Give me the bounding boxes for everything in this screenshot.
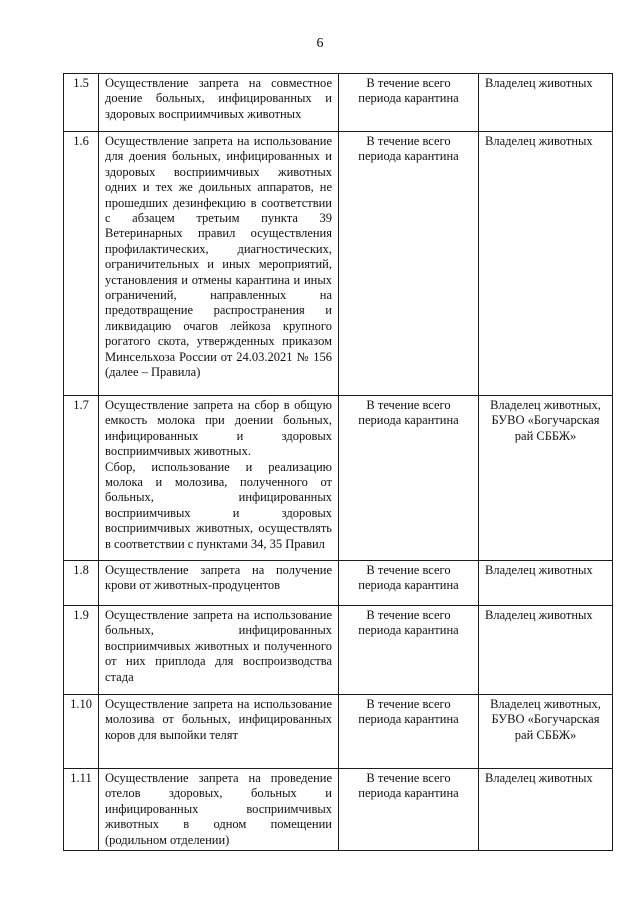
measure-responsible: Владелец животных, БУВО «Богучарская рай СББЖ» — [479, 695, 613, 769]
measure-term: В течение всего периода карантина — [339, 396, 479, 561]
measure-description-part: Осуществление запрета на сбор в общую емкость молока при доении больных, инфицированных и здоровых восприимчивых животных. — [105, 398, 332, 459]
measure-description: Осуществление запрета на использование молозива от больных, инфицированных коров для выпойки телят — [99, 695, 339, 769]
measure-description: Осуществление запрета на использование больных, инфицированных восприимчивых животных и полученного от них приплода для воспроизводства стада — [99, 606, 339, 695]
measure-term: В течение всего периода карантина — [339, 561, 479, 606]
page-number: 6 — [316, 36, 324, 51]
row-number: 1.6 — [64, 132, 99, 396]
measure-term: В течение всего периода карантина — [339, 74, 479, 132]
measure-responsible: Владелец животных, БУВО «Богучарская рай СББЖ» — [479, 396, 613, 561]
measure-term: В течение всего периода карантина — [339, 769, 479, 851]
row-number: 1.7 — [64, 396, 99, 561]
measure-description: Осуществление запрета на получение крови от животных-продуцентов — [99, 561, 339, 606]
table-row — [64, 132, 613, 396]
measure-responsible: Владелец животных — [479, 132, 613, 396]
measure-responsible: Владелец животных — [479, 769, 613, 851]
measures-table — [63, 73, 613, 851]
row-number: 1.9 — [64, 606, 99, 695]
table-row — [64, 769, 613, 851]
measure-description: Осуществление запрета на проведение отелов здоровых, больных и инфицированных восприимчивых животных в одном помещении (родильном отделении) — [99, 769, 339, 851]
measure-responsible: Владелец животных — [479, 561, 613, 606]
table-row — [64, 74, 613, 132]
row-number: 1.5 — [64, 74, 99, 132]
measure-description: Осуществление запрета на совместное доение больных, инфицированных и здоровых восприимчивых животных — [99, 74, 339, 132]
measure-responsible: Владелец животных — [479, 606, 613, 695]
table-row — [64, 396, 613, 561]
measure-description: Осуществление запрета на использование для доения больных, инфицированных и здоровых восприимчивых животных одних и тех же доильных аппаратов, не прошедших дезинфекцию в соответствии с абзацем третьим пункта 39 Ветеринарных правил осуществления профилактических, диагностических, ограничительных и иных мероприятий, установления и отмены карантина и иных ограничений, направленных на предотвращение распространения и ликвидацию очагов лейкоза крупного рогатого скота, утвержденных приказом Минсельхоза России от 24.03.2021 № 156 (далее – Правила) — [99, 132, 339, 396]
table-row — [64, 561, 613, 606]
table-row — [64, 695, 613, 769]
measure-term: В течение всего периода карантина — [339, 606, 479, 695]
measure-description-part: Сбор, использование и реализацию молока и молозива, полученного от больных, инфицированных восприимчивых и здоровых восприимчивых животных, осуществлять в соответствии с пунктами 34, 35 Правил — [105, 459, 332, 551]
measure-term: В течение всего периода карантина — [339, 695, 479, 769]
measure-responsible: Владелец животных — [479, 74, 613, 132]
row-number: 1.8 — [64, 561, 99, 606]
row-number: 1.10 — [64, 695, 99, 769]
table-row — [64, 606, 613, 695]
row-number: 1.11 — [64, 769, 99, 851]
measure-description — [99, 396, 339, 561]
measure-term: В течение всего периода карантина — [339, 132, 479, 396]
